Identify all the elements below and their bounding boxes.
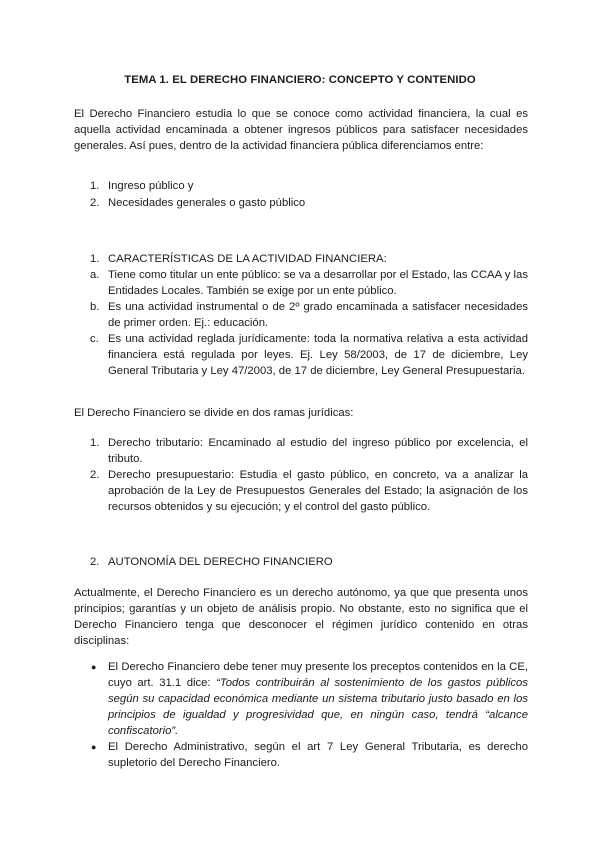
branches-intro: El Derecho Financiero se divide en dos ramas jurídicas: (74, 407, 354, 419)
list-marker: 2. (90, 469, 100, 481)
section-marker: 1. (90, 253, 100, 265)
list-marker: a. (90, 269, 100, 281)
autonomy-paragraph: Actualmente, el Derecho Financiero es un derecho autónomo, ya que que presenta unos principios; garantías y un objeto de análisis propio. No obstante, esto no significa que el Derecho Financiero tenga que desconocer el régimen jurídico contenido en otras disciplinas: (74, 587, 528, 647)
bullet-item (108, 659, 528, 739)
bullet-text: El Derecho Financiero debe tener muy presente los preceptos contenidos en la CE, cuyo art. 31.1 dice: (108, 661, 528, 689)
list-marker: c. (90, 333, 99, 345)
list-item: Tiene como titular un ente público: se va a desarrollar por el Estado, las CCAA y las Entidades Locales. También se exige por un ente público. (108, 269, 528, 297)
list-marker: 1. (90, 437, 100, 449)
bullet-icon: ● (91, 662, 97, 672)
section-heading: AUTONOMÍA DEL DERECHO FINANCIERO (108, 556, 333, 568)
list-marker: b. (90, 301, 100, 313)
list-item: Derecho presupuestario: Estudia el gasto público, en concreto, va a analizar la aprobación de la Ley de Presupuestos Generales del Estado; la asignación de los recursos obtenidos y su ejecución; y el control del gasto público. (108, 469, 528, 513)
list-item: Necesidades generales o gasto público (108, 197, 306, 209)
bullet-item: El Derecho Administrativo, según el art 7 Ley General Tributaria, es derecho supletorio del Derecho Financiero. (108, 741, 528, 769)
list-item: Es una actividad instrumental o de 2º grado encaminada a satisfacer necesidades de primer orden. Ej.: educación. (108, 301, 528, 329)
document-title: TEMA 1. EL DERECHO FINANCIERO: CONCEPTO Y CONTENIDO (124, 74, 476, 86)
section-marker: 2. (90, 556, 100, 568)
constitution-quote: “Todos contribuirán al sostenimiento de los gastos públicos según su capacidad económica mediante un sistema tributario justo basado en los principios de igualdad y progresividad que, en ningún caso, tendrá “alcance confiscatorio”. (108, 677, 528, 737)
list-marker: 1. (90, 180, 100, 192)
section-heading: CARACTERÍSTICAS DE LA ACTIVIDAD FINANCIERA: (108, 253, 387, 265)
list-marker: 2. (90, 197, 100, 209)
list-item: Es una actividad reglada jurídicamente: toda la normativa relativa a esta actividad financiera está regulada por leyes. Ej. Ley 58/2003, de 17 de diciembre, Ley General Tributaria y Ley 47/2003, de 17 de diciembre, Ley General Presupuestaria. (108, 333, 528, 377)
list-item: Derecho tributario: Encaminado al estudio del ingreso público por excelencia, el tributo. (108, 437, 528, 465)
list-item: Ingreso público y (108, 180, 194, 192)
bullet-icon: ● (91, 742, 97, 752)
intro-paragraph: El Derecho Financiero estudia lo que se conoce como actividad financiera, la cual es aquella actividad encaminada a obtener ingresos públicos para satisfacer necesidades generales. Así pues, dentro de la actividad financiera pública diferenciamos entre: (74, 108, 528, 152)
